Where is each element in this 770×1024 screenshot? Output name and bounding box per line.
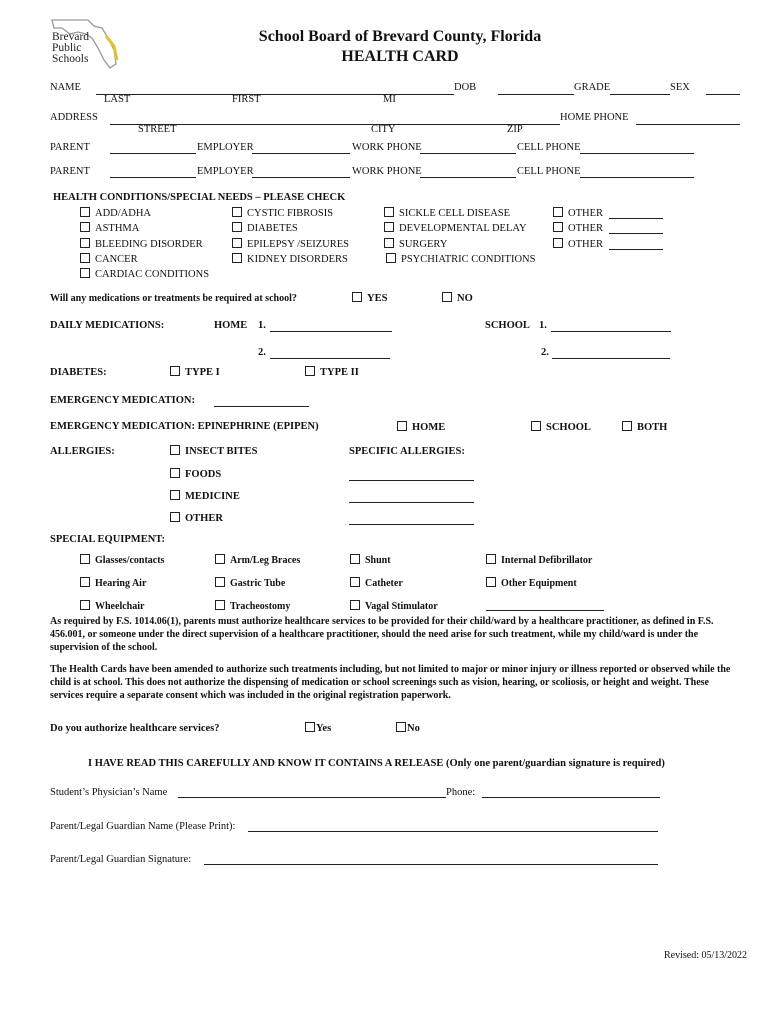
checkbox-icon[interactable] [396, 722, 406, 732]
condition-item[interactable]: EPILEPSY /SEIZURES [232, 238, 349, 250]
equipment-option[interactable]: Tracheostomy [215, 600, 290, 612]
parent-name-field[interactable] [110, 153, 196, 154]
first-caption: FIRST [232, 94, 261, 105]
checkbox-icon[interactable] [232, 253, 242, 263]
checkbox-icon[interactable] [305, 722, 315, 732]
street-caption: STREET [138, 124, 177, 135]
dob-field[interactable] [498, 94, 574, 95]
specific-allergy-field[interactable] [349, 502, 474, 503]
checkbox-icon[interactable] [442, 292, 452, 302]
checkbox-icon[interactable] [80, 238, 90, 248]
work-phone-field[interactable] [420, 153, 516, 154]
epi-both-option[interactable]: BOTH [622, 421, 667, 433]
sex-field[interactable] [706, 94, 740, 95]
checkbox-icon[interactable] [80, 554, 90, 564]
condition-item[interactable]: CARDIAC CONDITIONS [80, 268, 209, 280]
cell-phone-label: CELL PHONE [517, 166, 581, 177]
home-med-1-number: 1. [258, 320, 266, 331]
guardian-signature-field[interactable] [204, 864, 658, 865]
parent-label: PARENT [50, 142, 90, 153]
dob-label: DOB [454, 82, 477, 93]
physician-phone-field[interactable] [482, 797, 660, 798]
guardian-signature-label: Parent/Legal Guardian Signature: [50, 854, 192, 865]
other-field[interactable] [609, 249, 663, 250]
allergies-label: ALLERGIES: [50, 446, 115, 457]
epipen-label: EMERGENCY MEDICATION: EPINEPHRINE (EPIPEN) [50, 421, 319, 432]
equipment-label: SPECIAL EQUIPMENT: [50, 534, 166, 545]
allergy-option[interactable]: MEDICINE [170, 490, 240, 502]
logo-line: Brevard [52, 31, 90, 43]
checkbox-icon[interactable] [80, 253, 90, 263]
last-caption: LAST [104, 94, 131, 105]
work-phone-label: WORK PHONE [352, 166, 422, 177]
school-med-2-number: 2. [541, 347, 549, 358]
checkbox-icon[interactable] [553, 207, 563, 217]
checkbox-icon[interactable] [350, 600, 360, 610]
checkbox-icon[interactable] [232, 238, 242, 248]
authorize-question: Do you authorize healthcare services? [50, 723, 220, 734]
mi-caption: MI [383, 94, 396, 105]
condition-other[interactable]: OTHER [553, 238, 603, 250]
checkbox-icon[interactable] [170, 366, 180, 376]
allergy-option[interactable]: OTHER [170, 512, 223, 524]
equipment-option[interactable]: Vagal Stimulator [350, 600, 438, 612]
other-field[interactable] [609, 233, 663, 234]
equipment-option[interactable]: Hearing Air [80, 577, 146, 589]
parent-label: PARENT [50, 166, 90, 177]
condition-item[interactable]: PSYCHIATRIC CONDITIONS [386, 253, 535, 265]
guardian-name-label: Parent/Legal Guardian Name (Please Print): [50, 821, 236, 832]
cell-phone-label: CELL PHONE [517, 142, 581, 153]
checkbox-icon[interactable] [215, 600, 225, 610]
checkbox-icon[interactable] [384, 207, 394, 217]
address-label: ADDRESS [50, 112, 98, 123]
school-med-1-number: 1. [539, 320, 547, 331]
condition-item[interactable]: SICKLE CELL DISEASE [384, 207, 510, 219]
school-med-2-field[interactable] [552, 358, 670, 359]
condition-item[interactable]: KIDNEY DISORDERS [232, 253, 348, 265]
conditions-heading: HEALTH CONDITIONS/SPECIAL NEEDS – PLEASE CHECK [53, 192, 346, 203]
checkbox-icon[interactable] [80, 600, 90, 610]
emergency-med-field[interactable] [214, 406, 309, 407]
condition-item[interactable]: DEVELOPMENTAL DELAY [384, 222, 527, 234]
work-phone-field[interactable] [420, 177, 516, 178]
checkbox-icon[interactable] [232, 207, 242, 217]
zip-caption: ZIP [507, 124, 523, 135]
checkbox-icon[interactable] [486, 554, 496, 564]
equipment-option[interactable]: Catheter [350, 577, 403, 589]
work-phone-label: WORK PHONE [352, 142, 422, 153]
sex-label: SEX [670, 82, 690, 93]
employer-label: EMPLOYER [197, 166, 254, 177]
grade-field[interactable] [610, 94, 670, 95]
checkbox-icon[interactable] [397, 421, 407, 431]
authorize-no-option[interactable]: No [396, 722, 420, 734]
cell-phone-field[interactable] [580, 153, 694, 154]
checkbox-icon[interactable] [170, 468, 180, 478]
guardian-name-field[interactable] [248, 831, 658, 832]
equipment-option[interactable]: Glasses/contacts [80, 554, 164, 566]
home-med-1-field[interactable] [270, 331, 392, 332]
checkbox-icon[interactable] [80, 207, 90, 217]
checkbox-icon[interactable] [215, 554, 225, 564]
employer-label: EMPLOYER [197, 142, 254, 153]
equipment-option[interactable]: Arm/Leg Braces [215, 554, 300, 566]
other-equipment-field[interactable] [486, 610, 604, 611]
authorize-yes-option[interactable]: Yes [305, 722, 331, 734]
checkbox-icon[interactable] [170, 445, 180, 455]
equipment-option[interactable]: Other Equipment [486, 577, 577, 589]
equipment-option[interactable]: Internal Defibrillator [486, 554, 592, 566]
home-med-2-field[interactable] [270, 358, 390, 359]
checkbox-icon[interactable] [386, 253, 396, 263]
release-statement: I HAVE READ THIS CAREFULLY AND KNOW IT CONTAINS A RELEASE (Only one parent/guardian signature is required) [88, 758, 665, 769]
checkbox-icon[interactable] [622, 421, 632, 431]
equipment-option[interactable]: Gastric Tube [215, 577, 285, 589]
amendment-paragraph: The Health Cards have been amended to authorize such treatments including, but not limited to major or minor injury or illness reported or observed while the child is at school. This does not authorize the dispensing of medication or school screenings such as vision, hearing, or scoliosis, or height and weight. These services require a separate consent which was included in the original registration paperwork. [50, 664, 731, 701]
parent-name-field[interactable] [110, 177, 196, 178]
checkbox-icon[interactable] [553, 238, 563, 248]
allergy-option[interactable]: INSECT BITES [170, 445, 257, 457]
meds-no-option[interactable]: NO [442, 292, 473, 304]
cell-phone-field[interactable] [580, 177, 694, 178]
specific-allergy-field[interactable] [349, 480, 474, 481]
epi-home-option[interactable]: HOME [397, 421, 445, 433]
checkbox-icon[interactable] [215, 577, 225, 587]
meds-yes-option[interactable]: YES [352, 292, 387, 304]
employer-field[interactable] [252, 177, 350, 178]
allergy-option[interactable]: FOODS [170, 468, 221, 480]
daily-meds-label: DAILY MEDICATIONS: [50, 320, 165, 331]
name-field[interactable] [96, 94, 454, 95]
district-logo [48, 16, 123, 71]
grade-label: GRADE [574, 82, 611, 93]
condition-item[interactable]: DIABETES [232, 222, 298, 234]
condition-item[interactable]: ASTHMA [80, 222, 139, 234]
checkbox-icon[interactable] [350, 577, 360, 587]
home-med-2-number: 2. [258, 347, 266, 358]
checkbox-icon[interactable] [486, 577, 496, 587]
logo-line: Schools [52, 53, 89, 65]
checkbox-icon[interactable] [352, 292, 362, 302]
employer-field[interactable] [252, 153, 350, 154]
checkbox-icon[interactable] [170, 512, 180, 522]
page-subtitle: HEALTH CARD [341, 48, 459, 65]
home-label: HOME [214, 320, 248, 331]
revision-date: Revised: 05/13/2022 [664, 950, 748, 961]
school-label: SCHOOL [485, 320, 530, 331]
condition-item[interactable]: SURGERY [384, 238, 447, 250]
physician-label: Student’s Physician’s Name [50, 787, 168, 798]
checkbox-icon[interactable] [80, 577, 90, 587]
equipment-option[interactable]: Wheelchair [80, 600, 144, 612]
checkbox-icon[interactable] [305, 366, 315, 376]
condition-item[interactable]: CANCER [80, 253, 138, 265]
checkbox-icon[interactable] [531, 421, 541, 431]
school-med-1-field[interactable] [551, 331, 671, 332]
city-caption: CITY [371, 124, 396, 135]
checkbox-icon[interactable] [170, 490, 180, 500]
diabetes-label: DIABETES: [50, 367, 107, 378]
equipment-option[interactable]: Shunt [350, 554, 391, 566]
physician-field[interactable] [178, 797, 446, 798]
address-field[interactable] [110, 124, 560, 125]
checkbox-icon[interactable] [350, 554, 360, 564]
specific-allergy-field[interactable] [349, 524, 474, 525]
checkbox-icon[interactable] [80, 268, 90, 278]
condition-other[interactable]: OTHER [553, 207, 603, 219]
home-phone-field[interactable] [636, 124, 740, 125]
condition-item[interactable]: BLEEDING DISORDER [80, 238, 203, 250]
physician-phone-label: Phone: [446, 787, 476, 798]
checkbox-icon[interactable] [553, 222, 563, 232]
condition-item[interactable]: ADD/ADHA [80, 207, 151, 219]
type1-option[interactable]: TYPE I [170, 366, 220, 378]
checkbox-icon[interactable] [384, 222, 394, 232]
meds-question: Will any medications or treatments be required at school? [50, 293, 297, 304]
checkbox-icon[interactable] [384, 238, 394, 248]
name-label: NAME [50, 82, 81, 93]
logo-line: Public [52, 42, 82, 54]
specific-allergies-label: SPECIFIC ALLERGIES: [349, 446, 465, 457]
emergency-med-label: EMERGENCY MEDICATION: [50, 395, 195, 406]
condition-other[interactable]: OTHER [553, 222, 603, 234]
condition-item[interactable]: CYSTIC FIBROSIS [232, 207, 333, 219]
other-field[interactable] [609, 218, 663, 219]
home-phone-label: HOME PHONE [560, 112, 629, 123]
epi-school-option[interactable]: SCHOOL [531, 421, 591, 433]
checkbox-icon[interactable] [232, 222, 242, 232]
checkbox-icon[interactable] [80, 222, 90, 232]
page-title: School Board of Brevard County, Florida [258, 28, 542, 45]
authorization-paragraph: As required by F.S. 1014.06(1), parents must authorize healthcare services to be provided for their child/ward by a healthcare practitioner, as defined in F.S. 456.001, or someone under the direct supervision of a healthcare practitioner, should the need arise for such treatment, while my child/ward is under the supervision of the school. [50, 616, 714, 653]
type2-option[interactable]: TYPE II [305, 366, 359, 378]
